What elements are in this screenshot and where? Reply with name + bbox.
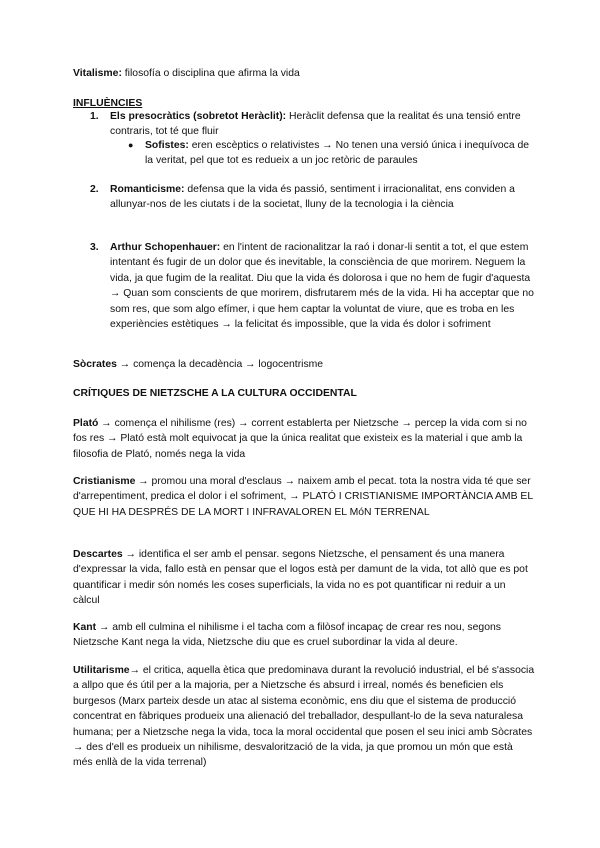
socrates-term: Sòcrates [73, 359, 117, 370]
critique-utilitarisme [73, 663, 535, 771]
critique-text: → identifica el ser amb el pensar. segons Nietzsche, el pensament és una manera d'expressar la vida, fallo està en pensar que el logos està per damunt de la vida, tot allò que es pot quantificar i medir són només les coses superficials, la vida no es pot quantificar ni reduir a un càlcul [73, 549, 528, 607]
critique-cristianisme [73, 474, 533, 520]
socrates-line [73, 357, 533, 372]
critique-plato [73, 416, 531, 462]
influence-title: Romanticisme: [110, 184, 185, 195]
critique-text: → promou una moral d'esclaus → naixem amb el pecat. tota la nostra vida té que ser d'arrepentiment, predica el dolor i el sofriment, → PLATÓ I CRISTIANISME IMPORTÀNCIA AMB EL QUE HI HA DESPRÉS DE LA MORT I INFRAVALOREN EL MóN TERRENAL [73, 476, 533, 518]
critique-term: Cristianisme [73, 476, 136, 487]
vitalisme-def: filosofía o disciplina que afirma la vida [121, 68, 300, 79]
critiques-heading: CRÍTIQUES DE NIETZSCHE A LA CULTURA OCCIDENTAL [73, 388, 357, 399]
list-number: 1. [90, 111, 99, 122]
influence-text: en l'intent de racionalitzar la raó i donar-li sentit a tot, el que estem intentant és fugir de un dolor que és inevitable, la consciència de que morirem. Neguem la vida, ja que fugim de la realitat. Diu que la vida és dolorosa i que no hem de fugir d'aquesta → Quan som conscients de que morirem, disfrutarem més de la vida. Hi ha acceptar que no som res, que som algo efímer, i que hem captar la voluntat de viure, que es troba en les experiències estètiques → la felicitat és impossible, que la vida és dolor i sofriment [110, 242, 534, 331]
critique-kant [73, 620, 535, 651]
critique-term: Kant [73, 622, 97, 633]
critique-text: → amb ell culmina el nihilisme i el tacha com a filòsof incapaç de crear res nou, segons Nietzsche Kant nega la vida, Nietzsche diu que es cruel subordinar la vida al deure. [73, 622, 501, 649]
socrates-text: → comença la decadència → logocentrisme [116, 359, 324, 370]
critique-term: Plató [73, 418, 99, 429]
critique-text: → comença el nihilisme (res) → corrent establerta per Nietzsche → percep la vida com si no fos res → Plató està molt equivocat ja que la única realitat que existeix es la material i que amb la filosofia de Plató, només nega la vida [73, 418, 527, 460]
influencies-heading: INFLUÈNCIES [73, 98, 143, 109]
critique-descartes [73, 547, 533, 609]
sofistes-text: eren escèptics o relativistes → No tenen una versió única i inequívoca de la veritat, pel que tot es redueix a un joc retòric de paraules [145, 140, 530, 167]
influence-title: Els presocràtics (sobretot Heràclit): [110, 111, 287, 122]
critique-term: Utilitarisme [73, 665, 130, 676]
critique-term: Descartes [73, 549, 123, 560]
vitalisme-definition [73, 66, 533, 81]
influence-text: defensa que la vida és passió, sentiment i irracionalitat, ens conviden a allunyar-nos de les ciutats i de la societat, lluny de la tecnologia i la ciència [110, 184, 515, 211]
influence-item-1 [90, 109, 535, 140]
sofistes-bullet [128, 138, 533, 169]
bullet-dot: ● [128, 140, 134, 150]
influence-item-3 [90, 240, 535, 332]
list-number: 3. [90, 242, 99, 253]
critique-text: → el critica, aquella ètica que predominava durant la revolució industrial, el bé s'associa a allpo que és útil per a la majoria, per a Nietzsche és absurd i irreal, només és beneficien els burgesos (Marx parteix desde un atac al sistema econòmic, ens diu que el sistema de producció concentrat en fàbriques produeix una alienació del treballador, despullant-lo de la seva naturalesa humana; per a Nietzsche nega la vida, toca la moral occidental que posen el seu inici amb Sòcrates → des d'ell es produeix un nihilisme, desvalorització de la vida, ja que promou un món que està més enllà de la vida terrenal) [73, 665, 535, 769]
vitalisme-term: Vitalisme: [73, 68, 122, 79]
influence-title: Arthur Schopenhauer: [110, 242, 221, 253]
influence-text: Heràclit defensa que la realitat és una tensió entre contraris, tot té que fluir [110, 111, 521, 138]
list-number: 2. [90, 184, 99, 195]
sofistes-title: Sofistes: [145, 140, 189, 151]
influence-item-2 [90, 182, 535, 213]
